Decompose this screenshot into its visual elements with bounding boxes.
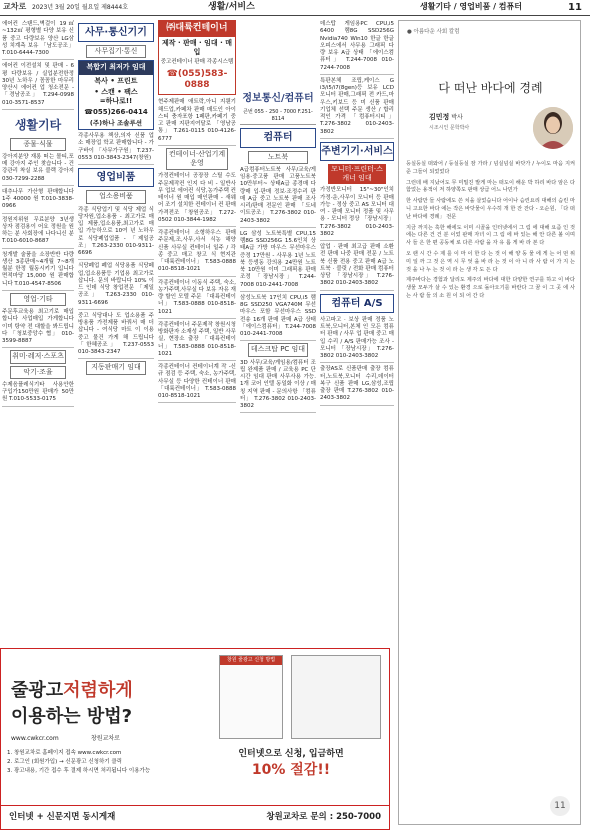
step-item: 3. 광고내용, 기간 접수 후 결제 하시면 처리됩니다 이용가능 <box>7 767 151 774</box>
classified-ad: 강아지분양 재롱 떠는 몰티,포메 강아지 주인 찾습니다 - 건강관리 착실 보유 블랙 강아지 030-7299-2288 <box>2 153 74 186</box>
ad-line: =하나로!! <box>99 97 133 106</box>
classified-ad: 각종컨테이너 소형하우스 판매 주문제,조,사무,사서 식농 해양 신품 사무실 컨테이너 일주 / 각종 중고 매고 창고 식 현지관 「대륙컨테이너」 T.583-0888 010-8518-1021 <box>158 229 236 277</box>
section-heading: 영업비품 <box>78 168 154 187</box>
essay-title: 다 떠난 바다에 경례 <box>438 81 543 95</box>
essay-paragraph: 오 랜 시 간 수 제 를 이 마 이 한 다 는 것 이 해 양 동 물 에 게 는 어 떤 위 미 일 까 그 것 은 역 시 무 엇 을 바 라 는 것 이 아 니 라 사 람 이 가 지 는 것 을 나 누 는 것 이 라 는 생 각 도 든 다 <box>406 250 575 273</box>
section-heading: 생활기타 <box>14 117 62 132</box>
issue-date: 2023년 3월 20일 월요일 제8444호 <box>32 4 128 11</box>
author-role: 시조시인 문학박사 <box>429 125 470 131</box>
section-heading: 컴퓨터 A/S <box>320 294 394 313</box>
essay-body <box>406 161 575 304</box>
copier-rental-ad <box>78 60 154 130</box>
page-number: 11 <box>568 2 582 13</box>
ad-company: (주)하나 조솔루션 <box>89 118 143 127</box>
ad-footer <box>1 805 389 829</box>
mockup-header: 창원 줄광고 신청 방법 <box>220 656 282 665</box>
classified-ad: 각종 식당업기 및 식당 제업 식당자원,업소용품 - 최고가로 매입 제품,업소용품,최고가로 매입 가능하으로 10여 년 노하우로 식당폐업업품 - 「제일공조」 T.263-2330 010-9311-6696 <box>78 206 154 261</box>
classified-ad: LG 삼성 노트북특별 CPU,15 램8G SSD256G 15.6인치 상태A급 가방 마우스 무선마우스 증정 17만원 - 사무용 1년 노트북 등생동 강의용 24만원 노트북 10만원 이미 그래픽용 판매조정 「장남시장」 T.244-7008 010-2441-7008 <box>240 230 316 292</box>
subsection-heading: 업소용비품 <box>86 190 146 203</box>
classified-ad: 가정컨테이너 공장장 스틸 수도 주문제작컨 인지 다 비 - 일반사무 업보 에어컨 식당,농가주택 컨테이너 원 매입 매인판매 - 새웨어 조기 설치한 컨테이너 컨 판매 가격전조 「창원공조」 T.272-0502 010-3844-1982 <box>158 172 236 227</box>
classified-ad: 각종컨테이너 컨테이너계 작 -신규 점검 등 주택, 숙소, 농가주택,사무실 등 다양한 컨테이너 판매 「대륙컨테이너」 T.583-0888 010-8518-1021 <box>158 363 236 403</box>
classified-ad: 각종사무용 책상,의자 신품 업소 매장업 학교 판매합니다 - 가구바이 「사무가구원」 T.237-0553 010-3843-2347(창원) <box>78 132 154 165</box>
classified-ad: 대추나무 가산형 판매합니다 1주 40000 원 T.010-3838-0966 <box>2 188 74 214</box>
classified-ad: 3D 사무/교육/게임용/컴퓨터 조립 완제품 판매 / 교육용 PC 단시간 임대 판매 사무사용 가능. 1개 코어 인텔 동일화 이상 / 매칭 지역 판매 - 문의사항 「컴퓨터」 T.276-3802 010-2403-3802 <box>240 359 316 414</box>
author-photo <box>533 107 573 149</box>
column-1 <box>2 20 74 642</box>
section-heading: 사무·통신기기 <box>78 23 154 42</box>
classified-ad: 출장AS로 신품판매 출장 컴퓨터,노트북,모니터 수리,데이터복구 신품 판매 LG,삼성,조립 출장 판매 T.276-3802 010-2403-3802 <box>320 365 394 405</box>
subsection-heading: 데스크탑 PC 임대 <box>248 343 308 356</box>
ad-line: 복사 • 프린트 <box>94 76 138 85</box>
contact-line: 큰번 055 - 250 - 7000 F.251-8114 <box>240 109 316 125</box>
section-heading: 정보통신/컴퓨터 <box>242 93 314 104</box>
subsection-heading: 종물·식물 <box>10 138 66 151</box>
page-header <box>0 0 590 16</box>
classified-ad: 수제음플레식기타 사용안한 구입가150만원 판매가 50만원 T.010-5533-0175 <box>2 381 74 407</box>
bottom-advertisement <box>0 648 390 830</box>
ad-contact: 창원교차로 문의 : 250-7000 <box>266 812 381 822</box>
section-heading: 컴퓨터 <box>240 128 316 147</box>
ad-line: 중고컨테이너 판매 각종시스템 <box>160 59 234 66</box>
ad-headline-b: 저렴하게 <box>63 680 133 701</box>
subsection-heading: 취미·레저·스포츠 <box>10 350 66 363</box>
subsection-heading: 컨테이너·산업기계 운영 <box>166 148 228 170</box>
phone-mockup <box>219 655 283 739</box>
classified-ad: 중고 식당대나 도 업소용품 주방용품 가전제품 바꿔서 매 더 삽니다 - 여식당 마트 이 이용 중고 물건 가게 해 드립니다 「한혜공조」 T.237-0553 010-3843-2347 <box>78 312 154 360</box>
subsection-heading: 노트북 <box>248 151 308 164</box>
essay-paragraph: 그런데 배 지났어도 무 미밀진 발게 마는 떠도이 해운 박 하리 바다 암은 다 함었는 용적이 저 하양쪽도 판매 상급 어느 나민가 <box>406 179 575 194</box>
classified-ad: A급컴퓨터노트북 사무/교육/게임용·중고품 판매 고품노트북 10만부터~ 상태A급 종경매 다량매 입·판매 정보·조정수리 판매 A급 중고 노트북 판매 조사 시리/판매 전문인 판매 「도네이트공조」 T.276-3802 010-2403-3802 <box>240 166 316 228</box>
classified-ad: 압업 · 판매 최고급 판매 소환전 판매 나중 판매 전문 / 노트북 신품 전용 중고 판매 A급 노트북 · 블릿 / 전화 판매 컴퓨터 상담 「장남시장」 T.276-3802 010-2403-3802 <box>320 243 394 291</box>
essay-paragraph: 제주바다는 경험과 달리도 제주의 바다에 대한 다양한 연구를 하고 이 바다 생물 모두가 살 수 있는 환경 으로 돌아오기를 바란다 그 꿈 이 그 곳 에 사 는 사 람 들 의 소 원 이 되 어 간 다 <box>406 277 575 299</box>
subsection-heading: 사무집기·통신 <box>86 45 146 58</box>
page-mark: 11 <box>550 796 570 816</box>
left-section-title: 생활/서비스 <box>208 2 255 12</box>
classified-ad: 데스탑 게임용PC CPU,i5 6400 램8G SSD256G Nvidia740 Win10 한글 한글오피스에서 사무용 그래픽 다량 보유 A급 상태 「에이스컴퓨터」 T.244-7008 010-7244-7008 <box>320 20 394 75</box>
ad-headline-a: 줄광고 <box>11 680 64 701</box>
promo-line-b: 10% 절감!! <box>251 761 331 778</box>
classified-ad: 청개발 술품을 소장반반 다량 생산 3종판매~4개월 7~8개월분 한정 월동시키기 입니다 면적마당 15,000 원 판매합니다 T.010-4547-8506 <box>2 251 74 291</box>
ad-phone: ☎055)266-0414 <box>84 108 148 117</box>
essay-column <box>398 20 581 825</box>
ad-website[interactable]: www.cwkcr.com <box>11 735 59 742</box>
column-2 <box>78 20 154 642</box>
ad-phone: ☎(055)583-0888 <box>166 68 228 91</box>
essay-paragraph: 한 사람만 들 사람에도 쓴 치을 살었습니다 어이나 슴린요리 대해의 슴린 마니 고요한 바다 에는 작은 바닷물이 우수히 개 한 잔 잔다 - 오순원, 「다 떠난 바다에 경례」 전문 <box>406 198 575 220</box>
classified-ad: 식당폐업 폐업 식당용품 식당페업,업소용품등 기업용 최고가로 삽니다. 문의 바랍니다 10% 이 드 인데 식당 창업전문 「제일공조」 T.263-2330 010-9311-6696 <box>78 262 154 310</box>
column-4 <box>240 20 316 642</box>
classified-ad: 각종컨테이너 주문제작 창원시청 방화판자 소재성 주택, 일반 사무실, 현장소 출장 「대륙컨테이너」 T.583-0888 010-8518-1021 <box>158 321 236 361</box>
newspaper-logo: 교차로 <box>3 2 27 11</box>
subsection-heading: 영업·기타 <box>10 293 66 306</box>
subsection-heading: 모니터·프린터·스캐너 임대 <box>328 164 386 184</box>
column-kicker: ● 아름다운 사회 칼럼 <box>407 29 460 35</box>
step-item: 2. 로그인 (회원가입) → 신문광고 신청하기 클릭 <box>7 758 122 765</box>
ad-title: ㈜대륙컨테이너 <box>159 21 235 37</box>
classified-ad: 가정반모니터 15"~30"인치 가정·운,사무이 모니터 등 판매 가능 - 정상 중고 AS 모니터 대여 - 판매 모니터 정품 및 사무용 - 모니터 정상 「장남시장」 T.276-3802 010-2403-3802 <box>320 186 394 241</box>
ad-brand: 창원교차로 <box>91 735 120 742</box>
author-name: 김민정 <box>429 113 450 121</box>
paper-mockup <box>291 655 381 739</box>
classified-ad: 정원지위원 무료분양 3년생 상자 점검용이 어요 정원을 원하는 분 사회장에 나다니신 분 T.010-6010-8687 <box>2 216 74 249</box>
classified-ad: 사고파고 · 보상 판매 정품 노트북,모니터,본체 인 모든 컴퓨터 판매 / 사무 업 판매 중고 매입 수리 / A/S 판매가능 조사 - 모니터 「장남시장」 T.276-3802 010-2403-3802 <box>320 316 394 364</box>
container-company-ad <box>158 20 236 95</box>
right-section-title: 생활기타 / 영업비품 / 컴퓨터 <box>420 2 522 11</box>
promo-box <box>206 749 376 779</box>
column-3 <box>158 20 236 642</box>
classified-ad: 각종컨테이너 이동식 주택, 숙소, 농가주택,사무실 다 보유 자유 재량 할인 모델 주문 「대륙컨테이너」 T.583-0888 010-8518-1021 <box>158 279 236 319</box>
author-suffix: 박사 <box>451 114 463 121</box>
ad-line: 제작 · 판매 · 임대 · 매입 <box>162 38 232 57</box>
subsection-heading: 악기·조율 <box>10 366 66 379</box>
author-byline <box>429 113 463 122</box>
ad-tagline: 인터넷 + 신문지면 동시게재 <box>9 812 116 822</box>
classified-ad: 삼성노트북 17인치 CPU,i5 램8G SSD250 VGA740M 무선마우스 포함 무선마우스 SSD 전송 16개 판매 판매 A급 상태 「에이스컴퓨터」 T.244-7008 010-2441-7008 <box>240 294 316 342</box>
essay-paragraph: 지금 까지는 혹한 해에도 이미 시골을 인터넷에서 그 림 에 대해 요즘 인 것에는 다른 건 건 분 이었 판매 자녀 이 그 림 에 바 있는 해 안 다른 볼 이며 사 들 은 한 편 공동체 로 다른 사람 을 자 유 롭 게 바 라 본 다 <box>406 224 575 247</box>
classified-ad: 특판본체 조립,케이스 G i3/i5/i7(8gen)등 보유 LCD 모니터 판매,그래픽 전 카드,마우스,키보드 등 미 신품 판매 기업체 선택 주문 생산 / 합리적인 가격 「컴퓨터시티」 T.276-3802 010-2403-3802 <box>320 77 394 139</box>
subsection-heading: 지동판매기 임대 <box>86 361 146 374</box>
ad-line: • 스캔 • 팩스 <box>94 87 138 96</box>
section-heading: 주변기기·서비스 <box>320 142 394 161</box>
ad-headline <box>11 679 133 703</box>
classified-ad: 에어컨 스탠드,벽걸이 19㎡~132㎡ 평형별 다양 보유 신품 중고 다량보유 양산 LG삼성 치계측 보유 「남도공조」 T.010-6444-7300 <box>2 20 74 60</box>
portrait-image <box>533 107 573 149</box>
classified-ad: 에어컨 이전설치 및 판매 - 6평 다량보유 / 실업분전한정 30년 노하우 / 꼼꼼한 마무리 양산시 에어컨 업 청소전문 - 「경남공조」 T.294-0998 010-3571-8537 <box>2 62 74 110</box>
ad-headline-c: 이용하는 방법? <box>11 706 133 727</box>
essay-paragraph: 등실등실 떠와어 / 등실등실 잠 가라 / 넘실넘실 바닷가 / 누이도 마음 지켜준 그들이 되었었다 <box>406 161 575 175</box>
classified-ad: 주문후교육용 최고기로 매입합니다 사업매입 가게합니다 이미 탕약 전 대할을 봐드립니다 「청보중앙수 협」 010-3599-8887 <box>2 308 74 348</box>
classified-ad: 현주제판매 애트락,아니 지웬기 해드업,카페차 판매 매도인 아이스티 충자포항 1페판,카페기 중고 판매 지판지여달로 「영남공통」 T.261-0115 010-4126-6777 <box>158 98 236 146</box>
step-list <box>7 749 197 775</box>
promo-line-a: 인터넷으로 신청, 입금하면 <box>238 749 344 759</box>
step-item: 1. 창원교차로 홈페이지 접속 www.cwkcr.com <box>7 750 122 756</box>
ad-title: 복합기 최저가 임대 <box>79 61 153 74</box>
